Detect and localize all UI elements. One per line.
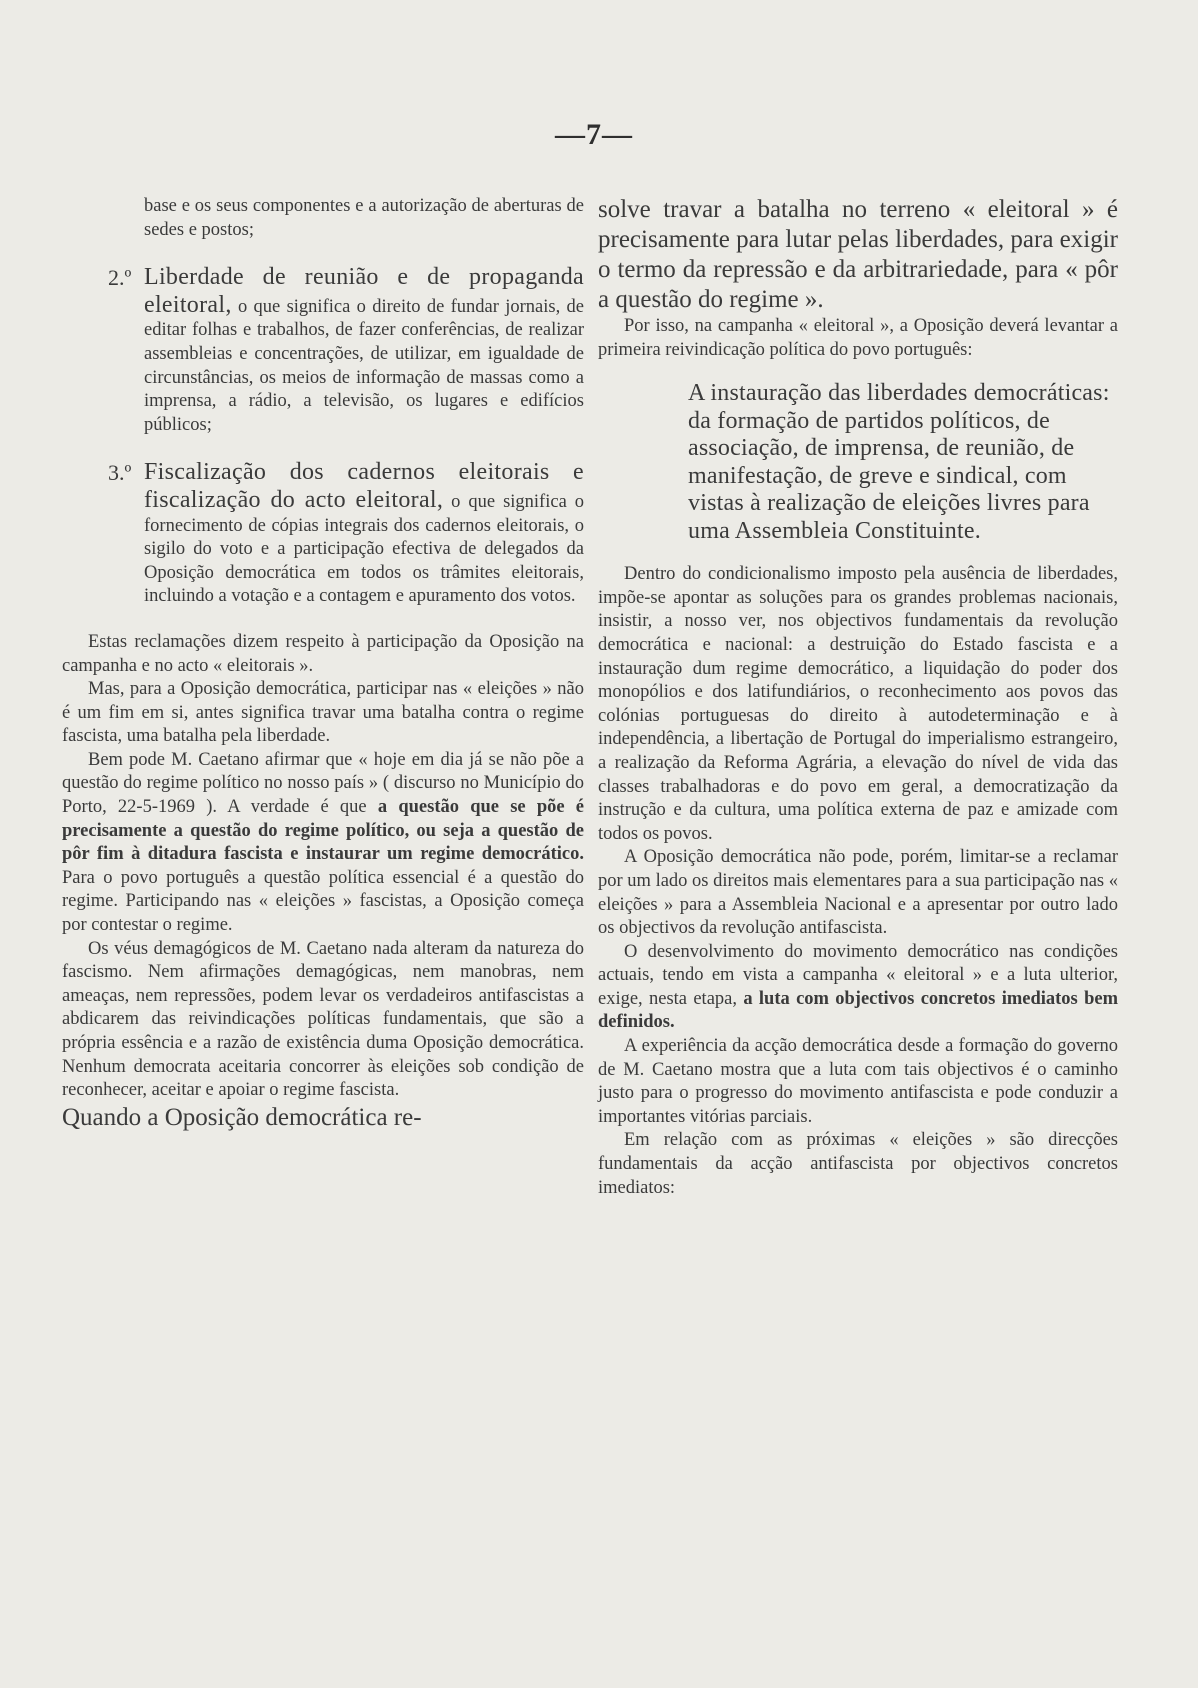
item-2-number: 2.º — [108, 265, 132, 291]
paragraph-quando: Quando a Oposição democrática re- — [62, 1103, 422, 1131]
paragraph-veus: Os véus demagógicos de M. Caetano nada alteram da natureza do fascismo. Nem afirmações demagógicas, nem manobras, nem ameaças, nem repressões, podem levar os verdadeiros antifascistas a abdicarem das reivindicações políticas fundamentais, que são a própria essência e a razão de existência duma Oposição democrática. Nenhum democrata aceitaria concorrer às eleições sob condição de reconhecer, aceitar e apoiar o regime fascista. — [62, 938, 584, 1101]
item-3-body: o que significa o fornecimento de cópias integrais dos cadernos eleitorais, o sigilo do voto e a participação efectiva de delegados da Oposição democrática em todos os trâmites eleitorais, incluindo a votação e a contagem e apuramento dos votos. — [144, 491, 584, 607]
paragraph-experiencia: A experiência da acção democrática desde a formação do governo de M. Caetano mostra que a luta com tais objectivos é o caminho justo para o progresso do movimento antifascista e pode conduzir a importantes vitórias parciais. — [598, 1036, 1118, 1127]
paragraph-continuation: solve travar a batalha no terreno « eleitoral » é precisamente para lutar pelas liberdades, para exigir o termo da repressão e da arbitrariedade, para « pôr a questão do regime ». — [598, 196, 1118, 313]
item-2-lead: Liberdade de reunião e de propaganda eleitoral, — [144, 264, 584, 318]
paragraph-participar: Mas, para a Oposição democrática, participar nas « eleições » não é um fim em si, antes significa travar uma batalha contra o regime fascista, uma batalha pela liberdade. — [62, 679, 584, 747]
list-item-2 — [108, 264, 585, 437]
item-3-lead: Fiscalização dos cadernos eleitorais e fiscalização do acto eleitoral, — [144, 459, 584, 513]
list-item-1-continuation — [144, 195, 584, 242]
paragraph-caetano — [62, 749, 584, 938]
paragraph-reclamacoes: Estas reclamações dizem respeito à participação da Oposição na campanha e no acto « eleitorais ». — [62, 631, 584, 676]
item-2-text — [144, 264, 584, 437]
paragraph-dentro: Dentro do condicionalismo imposto pela ausência de liberdades, impõe-se apontar as soluções para os grandes problemas nacionais, insistir, a nosso ver, nos objectivos fundamentais da revolução democrática e nacional: a destruição do Estado fascista e a instauração dum regime democrático, a liquidação do poder dos monopólios e dos latifundiários, o reconhecimento aos povos das colónias portuguesas do direito à autodeterminação e à independência, a libertação de Portugal do imperialismo estrangeiro, a realização da Reforma Agrária, a elevação do nível de vida das classes trabalhadoras e do povo em geral, a democratização da instrução e da cultura, uma política externa de paz e amizade com todos os povos. — [598, 564, 1118, 844]
objectivos-emphasis: a luta com objectivos concretos imediatos bem definidos. — [598, 988, 1118, 1033]
list-item-3 — [108, 459, 584, 609]
desenvolvimento-text: O desenvolvimento do movimento democrático nas condições actuais, tendo em vista a campanha « eleitoral » e a luta ulterior, exige, nesta etapa, — [598, 941, 1118, 1009]
right-column — [598, 195, 1118, 1200]
paragraph-desenvolvimento — [598, 941, 1118, 1035]
page-number: —7— — [555, 118, 633, 151]
item-2-body: o que significa o direito de fundar jornais, de editar folhas e trabalhos, de fazer conferências, de realizar assembleias e concentrações, de utilizar, em igualdade de circunstâncias, os meios de informação de massas como a imprensa, a rádio, a televisão, os lugares e edifícios públicos; — [144, 296, 585, 435]
regime-question-rest: Para o povo português a questão política essencial é a questão do regime. Participando nas « eleições » fascistas, a Oposição começa por contestar o regime. — [62, 867, 584, 936]
left-column — [62, 195, 584, 1135]
caetano-quote: Bem pode M. Caetano afirmar que « hoje em dia já se não põe a questão do regime político no nosso país » ( discurso no Município do Porto, 22-5-1969 ). A verdade é que — [62, 749, 584, 818]
paragraph-eleicoes: Em relação com as próximas « eleições » são direcções fundamentais da acção antifascista por objectivos concretos imediatos: — [598, 1130, 1118, 1198]
paragraph-por-isso: Por isso, na campanha « eleitoral », a Oposição deverá levantar a primeira reivindicação política do povo português: — [598, 316, 1118, 360]
item-3-text — [144, 459, 584, 609]
highlight-liberdades: A instauração das liberdades democráticas: da formação de partidos políticos, de associação, de imprensa, de reunião, de manifestação, de greve e sindical, com vistas à realização de eleições livres para uma Assembleia Constituinte. — [688, 380, 1110, 544]
paragraph-oposicao-limitar: A Oposição democrática não pode, porém, limitar-se a reclamar por um lado os direitos mais elementares para a sua participação nas « eleições » para a Assembleia Nacional e a apresentar por outro lado os objectivos da revolução antifascista. — [598, 847, 1118, 939]
item-3-number: 3.º — [108, 460, 132, 486]
regime-question-emphasis: a questão que se põe é precisamente a questão do regime político, ou seja a questão de pôr fim à ditadura fascista e instaurar um regime democrático. — [62, 797, 585, 865]
item-1-text: base e os seus componentes e a autorização de aberturas de sedes e postos; — [144, 196, 584, 240]
